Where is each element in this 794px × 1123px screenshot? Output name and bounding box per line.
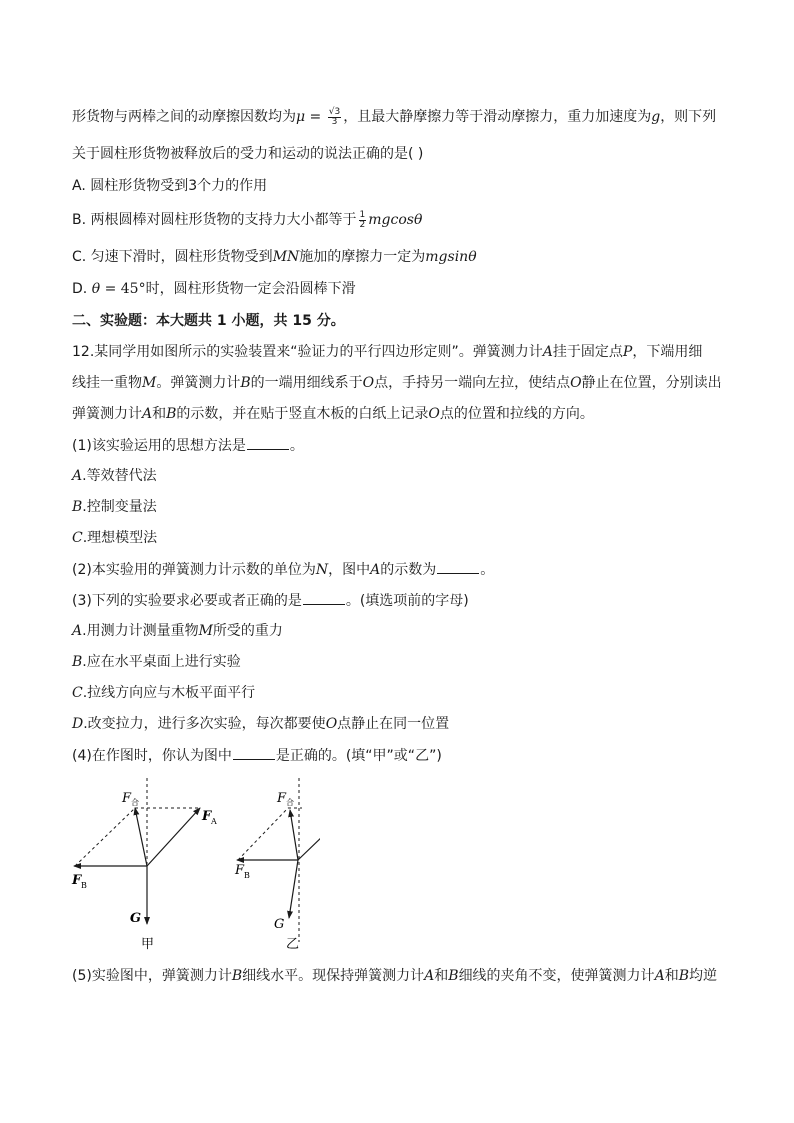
sub-3-option-d: D.改变拉力，进行多次实验，每次都要使O点静止在同一位置 xyxy=(72,716,450,732)
sub-1-option-c: C.理想模型法 xyxy=(72,530,158,546)
fraction-sqrt3-over-3: $\frac{√3}{3}$ xyxy=(328,106,341,127)
question-12-line-2: 线挂一重物M。弹簧测力计B的一端用细线系于O点，手持另一端向左拉，使结点O静止在位置，分别读出 xyxy=(72,375,722,391)
answer-blank[interactable] xyxy=(233,745,275,760)
question-11-stem-line-2: 关于圆柱形货物被释放后的受力和运动的说法正确的是( ) xyxy=(72,146,424,162)
g-symbol: g xyxy=(651,109,661,125)
answer-blank[interactable] xyxy=(437,559,479,574)
sub-1-option-b: B.控制变量法 xyxy=(72,499,157,515)
answer-blank[interactable] xyxy=(303,590,345,605)
figure-yi xyxy=(234,778,320,952)
label-f-b-sub: B xyxy=(81,881,87,890)
caption-yi: 乙 xyxy=(286,937,300,952)
caption-jia: 甲 xyxy=(141,937,155,952)
fraction-one-half: $\frac{1}{2}$ xyxy=(359,209,366,230)
section-header: 二、实验题：本大题共 1 小题，共 15 分。 xyxy=(72,313,345,329)
label-f-he: F xyxy=(277,791,287,806)
option-c: C. 匀速下滑时，圆柱形货物受到MN施加的摩擦力一定为mgsinθ xyxy=(72,249,477,265)
force-a-line xyxy=(298,808,320,860)
label-f-b-sub: B xyxy=(244,871,250,880)
label-f-b: F xyxy=(235,863,245,878)
option-a: A. 圆柱形货物受到3个力的作用 xyxy=(72,178,268,194)
sub-3-option-a: A.用测力计测量重物M所受的重力 xyxy=(72,623,283,639)
label-f-he-sub: 合 xyxy=(286,798,294,807)
mu-symbol: μ xyxy=(296,109,306,125)
text: ，则下列 xyxy=(660,109,717,125)
sub-question-3: (3)下列的实验要求必要或者正确的是 。(填选项前的字母) xyxy=(72,590,469,611)
sub-1-option-a: A.等效替代法 xyxy=(72,468,157,484)
force-a-arrow xyxy=(147,808,200,866)
sub-question-1: (1)该实验运用的思想方法是 。 xyxy=(72,435,304,456)
question-12-line-3: 弹簧测力计A和B的示数，并在贴于竖直木板的白纸上记录O点的位置和拉线的方向。 xyxy=(72,406,594,422)
force-diagrams xyxy=(60,772,320,962)
resultant-force-arrow xyxy=(290,810,298,860)
dashed-left-side xyxy=(75,808,135,866)
text: 形货物与两棒之间的动摩擦因数均为 xyxy=(72,109,296,125)
sub-question-5: (5)实验图中，弹簧测力计B细线水平。现保持弹簧测力计A和B细线的夹角不变，使弹簧测力计A和B均逆 xyxy=(72,968,717,984)
label-f-a: F xyxy=(202,809,212,824)
gravity-arrow xyxy=(289,860,298,918)
dashed-left-side xyxy=(238,808,288,860)
sub-3-option-b: B.应在水平桌面上进行实验 xyxy=(72,654,241,670)
option-d: D. θ = 45°时，圆柱形货物一定会沿圆棒下滑 xyxy=(72,281,356,297)
sub-question-4: (4)在作图时，你认为图中 是正确的。(填“甲”或“乙”) xyxy=(72,745,442,766)
question-12-line-1: 12.某同学用如图所示的实验装置来“验证力的平行四边形定则”。弹簧测力计A挂于固定点P，下端用细 xyxy=(72,344,703,360)
label-g: G xyxy=(274,917,285,932)
label-g: G xyxy=(130,911,142,926)
label-f-he: F xyxy=(122,791,132,806)
sub-3-option-c: C.拉线方向应与木板平面平行 xyxy=(72,685,256,701)
figure-jia xyxy=(71,778,217,952)
label-f-he-sub: 合 xyxy=(131,798,139,807)
text: ，且最大静摩擦力等于滑动摩擦力，重力加速度为 xyxy=(343,109,652,125)
sub-question-2: (2)本实验用的弹簧测力计示数的单位为N，图中A的示数为 。 xyxy=(72,559,494,580)
answer-blank[interactable] xyxy=(247,435,289,450)
equals: = xyxy=(305,109,326,125)
option-b: B. 两根圆棒对圆柱形货物的支持力大小都等于 $\frac{1}{2}$ mgcosθ xyxy=(72,209,423,230)
question-11-stem-line-1 xyxy=(72,107,716,127)
resultant-force-arrow xyxy=(135,808,147,866)
label-f-b: F xyxy=(72,873,82,888)
label-f-a-sub: A xyxy=(211,817,217,826)
